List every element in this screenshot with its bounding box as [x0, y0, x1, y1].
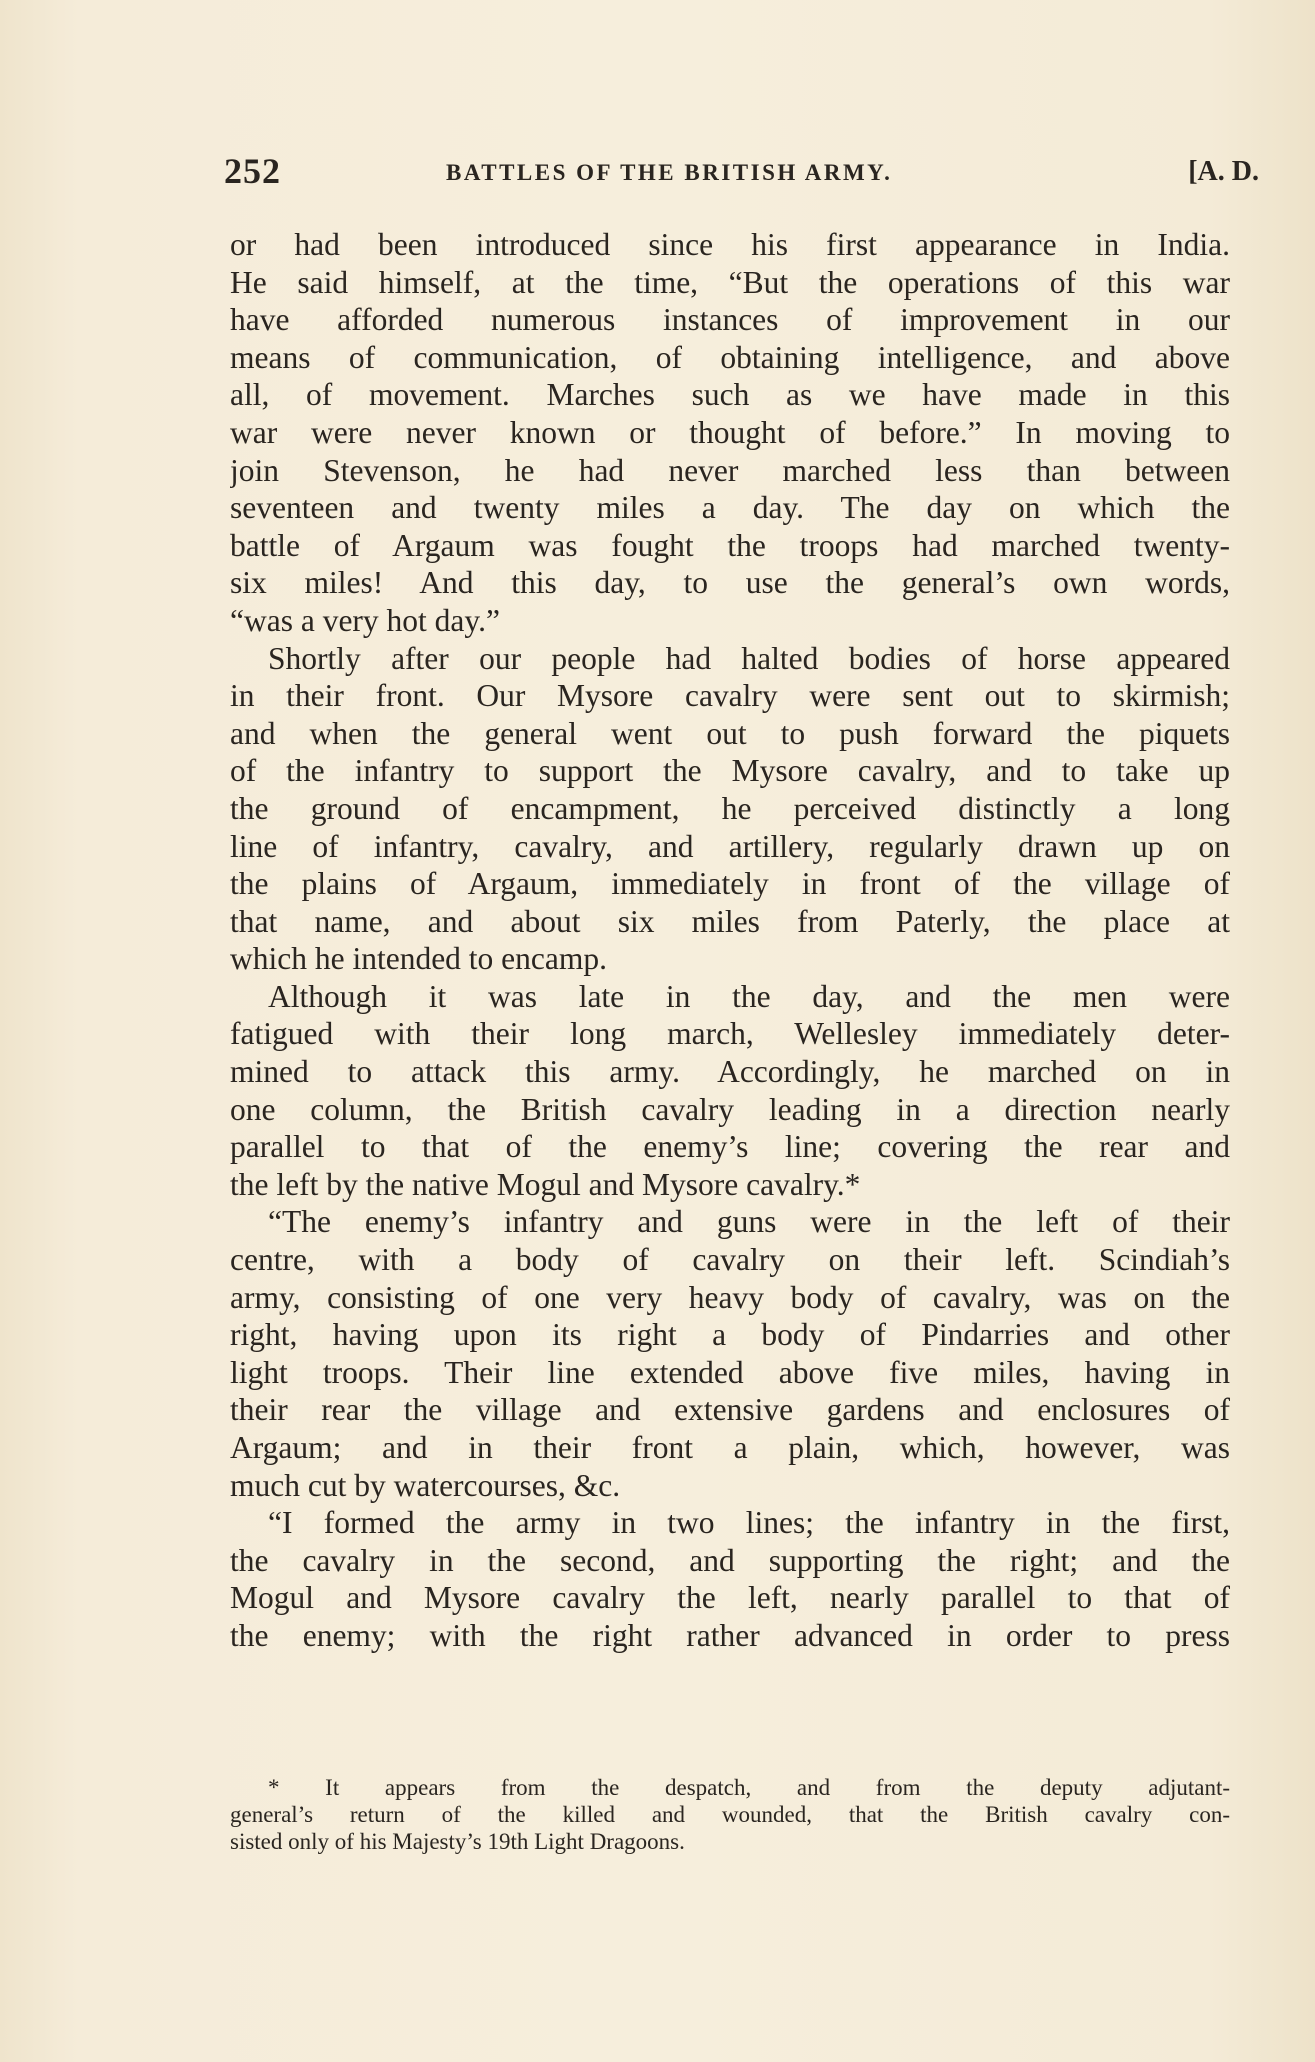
text-line: six miles! And this day, to use the general’s own words,	[230, 565, 1230, 601]
body-text	[230, 226, 1230, 1655]
text-line: battle of Argaum was fought the troops had marched twenty-	[230, 527, 1230, 563]
text-line: have afforded numerous instances of improvement in our	[230, 302, 1230, 338]
running-head: BATTLES OF THE BRITISH ARMY.	[446, 160, 893, 185]
text-line: the enemy; with the right rather advanced in order to press	[230, 1617, 1230, 1653]
text-line: much cut by watercourses, &c.	[230, 1467, 621, 1503]
text-line: line of infantry, cavalry, and artillery, regularly drawn up on	[230, 828, 1230, 864]
header-date-marker: [A. D.	[1188, 156, 1259, 187]
text-line: Argaum; and in their front a plain, which, however, was	[230, 1430, 1230, 1465]
text-line: the cavalry in the second, and supporting the right; and the	[230, 1542, 1230, 1578]
text-line: war were never known or thought of before.” In moving to	[230, 414, 1230, 450]
text-line: “The enemy’s infantry and guns were in the left of their	[268, 1204, 1230, 1240]
footnote-line: * It appears from the despatch, and from the deputy adjutant-	[268, 1775, 1230, 1800]
text-line: which he intended to encamp.	[230, 941, 608, 977]
text-line: right, having upon its right a body of Pindarries and other	[230, 1317, 1230, 1353]
text-line: mined to attack this army. Accordingly, he marched on in	[230, 1054, 1230, 1090]
text-line: join Stevenson, he had never marched less than between	[230, 452, 1230, 488]
text-line: and when the general went out to push forward the piquets	[230, 715, 1230, 751]
text-line: all, of movement. Marches such as we have made in this	[230, 377, 1230, 413]
footnote-line: sisted only of his Majesty’s 19th Light Dragoons.	[230, 1829, 685, 1854]
page-number: 252	[224, 151, 281, 191]
text-line: army, consisting of one very heavy body of cavalry, was on the	[230, 1279, 1230, 1315]
text-line: or had been introduced since his first appearance in India.	[230, 227, 1230, 262]
text-line: “I formed the army in two lines; the infantry in the first,	[268, 1505, 1230, 1541]
text-line: seventeen and twenty miles a day. The day on which the	[230, 490, 1230, 526]
text-line: centre, with a body of cavalry on their left. Scindiah’s	[230, 1242, 1230, 1278]
text-line: one column, the British cavalry leading in a direction nearly	[230, 1091, 1230, 1127]
text-line: means of communication, of obtaining intelligence, and above	[230, 339, 1230, 375]
text-line: parallel to that of the enemy’s line; covering the rear and	[230, 1129, 1230, 1165]
text-line: the plains of Argaum, immediately in front of the village of	[230, 866, 1230, 902]
text-line: in their front. Our Mysore cavalry were sent out to skirmish;	[230, 678, 1230, 714]
text-line: their rear the village and extensive gardens and enclosures of	[230, 1392, 1230, 1428]
text-line: light troops. Their line extended above five miles, having in	[230, 1354, 1230, 1390]
text-line: Mogul and Mysore cavalry the left, nearly parallel to that of	[230, 1580, 1230, 1616]
text-line: the ground of encampment, he perceived distinctly a long	[230, 790, 1230, 826]
text-line: the left by the native Mogul and Mysore cavalry.*	[230, 1166, 861, 1202]
text-line: that name, and about six miles from Paterly, the place at	[230, 903, 1230, 939]
footnote	[230, 1774, 1230, 1855]
text-line: He said himself, at the time, “But the operations of this war	[230, 264, 1230, 300]
footnote-line: general’s return of the killed and wounded, that the British cavalry con-	[230, 1802, 1230, 1827]
text-line: “was a very hot day.”	[230, 602, 500, 638]
text-line: Although it was late in the day, and the men were	[268, 978, 1230, 1014]
text-line: fatigued with their long march, Wellesley immediately deter-	[230, 1016, 1230, 1052]
text-line: of the infantry to support the Mysore cavalry, and to take up	[230, 753, 1230, 789]
page-header	[224, 150, 1259, 200]
text-line: Shortly after our people had halted bodies of horse appeared	[268, 640, 1230, 676]
